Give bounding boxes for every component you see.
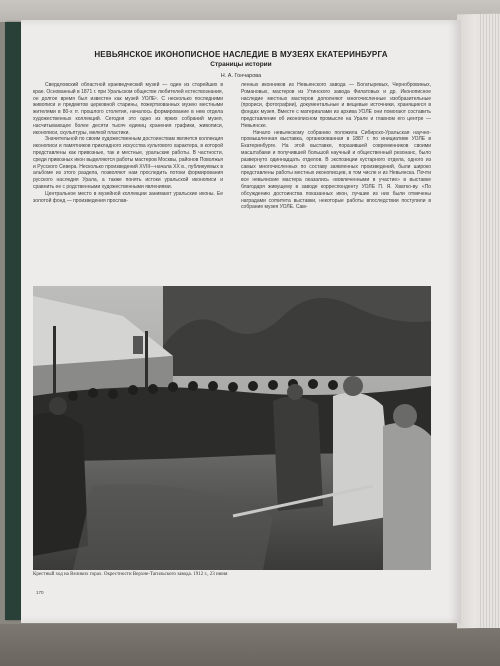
background-top (0, 0, 500, 22)
historical-photograph (33, 286, 431, 570)
article-author: Н. А. Гончарова (220, 73, 262, 79)
article-subtitle: Страницы истории (210, 61, 272, 68)
column-right (241, 82, 431, 211)
photo-caption: Крестный ход на Великих горах. Окрестности Верхне-Тагильского завода. 1912 г., 23 июня (33, 572, 228, 577)
article-body (33, 82, 431, 292)
paragraph: Свердловский областной краеведческий музей — один из старейших в крае. Основанный в 1871 г. при Уральском обществе любителей естествознания, он долгое время был известен как музей УОЛЕ¹. С несколько последними живописи и предметов церковной старины, пожертвованных музею местными жителями в 80-х гг. прошлого столетия, началось формирование в нем отдела художественных коллекций. Сегодня это одно из ярких собраний музея, насчитывающее более десяти тысяч единиц хранения графики, живописи, иконописи, скульптуры, мелкой пластики. (33, 82, 223, 136)
paragraph: Начало невьянскому собранию положила Сибирско-Уральская научно-промышленная выставка, организованная в 1887 г. по инициативе УОЛЕ в Екатеринбурге. На этой выставке, поразившей современников своими масштабами и получившей большой научный и общественный резонанс, было развернуто одиннадцать отделов. В экспозиции кустарного отдела, одного из самых многочисленных по составу заявленных произведений, были широко представлены работы местных иконописцев, в том числе и из Невьянска. Почти все невьянские мастера оказались «вовлеченными в участие» в выставке благодаря живущему в заводе корреспонденту УОЛЕ П. Я. Хватко-ву. «По обсуждению достоинства показанных икон, лучшие из них были отмечены наградами comитета выставки, некоторые работы впоследствии поступили в собрание музея УОЛЕ. Сам- (241, 129, 431, 211)
book-spine (5, 22, 21, 620)
page-edges (480, 14, 500, 628)
column-left (33, 82, 223, 204)
article-title: НЕВЬЯНСКОЕ ИКОНОПИСНОЕ НАСЛЕДИЕ В МУЗЕЯХ ЕКАТЕРИНБУРГА (94, 50, 388, 59)
background-table (0, 624, 500, 666)
paragraph: Значительной по своим художественным достоинствам является коллекция иконописи и памятников прикладного искусства культового характера, в которой представлены как привозные, так и местные, уральские работы. В частности, среди привозных икон выделяются работы мастеров Москвы, районов Поволжья и Русского Севера. Несколько произведений XVIII—начала XX в., публикуемых в альбоме из этого раздела, позволяют нам проследить потоки формирования русского наследия Урала, а также понять истоки уральской иконописи и сравнить ее с родственными художественными явлениями. (33, 136, 223, 190)
article-header (21, 50, 461, 79)
page-number: 170 (36, 590, 44, 595)
photo-illustration (33, 286, 431, 570)
paragraph: ленных иконников из Невьянского завода — Богатыревых, Чернобровиных, Романовых, мастеров из Утинского завода Филатовых и др. Иконописное наследие местных мастеров дополняют многочисленные изобразительные (прориси, фотографии), документальные и вещевые источники, хранящиеся в фондах музея. Вместе с материалами из архива УОЛЕ они помогают составить представление об иконописном промысле на Урале и главном его центре — Невьянске. (241, 82, 431, 129)
paragraph: Центральное место в музейной коллекции занимают уральские иконы. Ее золотой фонд — произведения прослав- (33, 190, 223, 204)
